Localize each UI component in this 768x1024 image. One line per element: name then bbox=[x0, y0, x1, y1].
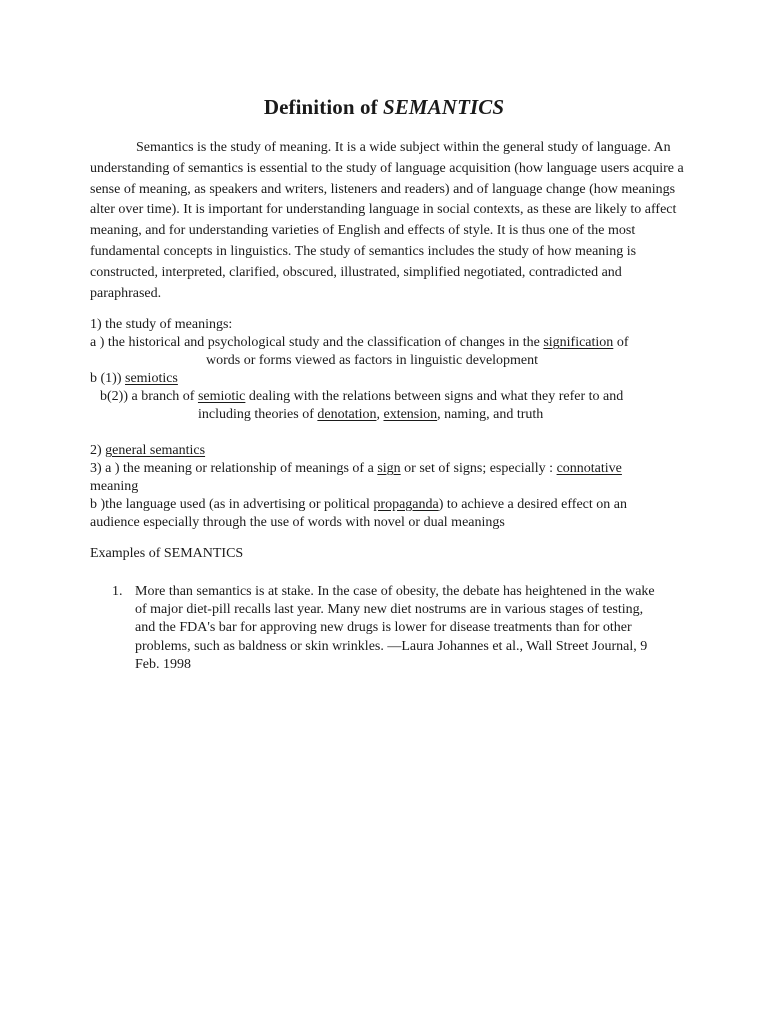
spacer bbox=[90, 424, 688, 442]
definition-1b2-continuation bbox=[90, 406, 688, 424]
definition-1b1 bbox=[90, 370, 688, 388]
example-number: 1. bbox=[112, 584, 123, 599]
link-sign[interactable]: sign bbox=[377, 461, 401, 476]
page-title bbox=[0, 95, 768, 120]
link-denotation[interactable]: denotation bbox=[317, 407, 377, 422]
list-item bbox=[112, 583, 660, 674]
title-prefix: Definition of bbox=[263, 95, 384, 119]
definition-3a-text: 3) a ) the meaning or relationship of meanings of a bbox=[90, 461, 378, 476]
definition-1b2-separator: , bbox=[376, 407, 384, 422]
definition-3a-mid: or set of signs; especially : bbox=[400, 461, 557, 476]
definition-1b2-cont-tail: , naming, and truth bbox=[437, 407, 544, 422]
link-signification[interactable]: signification bbox=[543, 335, 614, 350]
link-connotative[interactable]: connotative bbox=[556, 461, 622, 476]
definition-3a-continuation: meaning bbox=[90, 479, 139, 494]
example-text: More than semantics is at stake. In the case of obesity, the debate has heightened in the wake of major diet-pill recalls last year. Many new diet nostrums are in various stages of testing, and the FDA's bar for approving new drugs is lower for disease treatments than for other problems, such as baldness or skin wrinkles. —Laura Johannes et al., Wall Street Journal, 9 Feb. 1998 bbox=[135, 584, 655, 672]
definition-3b-tail: ) to achieve a desired effect on an bbox=[438, 497, 627, 512]
definition-1b2-text: b(2)) a branch of bbox=[100, 389, 198, 404]
definition-3b bbox=[90, 496, 688, 514]
link-semiotic[interactable]: semiotic bbox=[197, 389, 246, 404]
definition-1b1-text: b (1)) bbox=[90, 371, 125, 386]
definition-1a bbox=[90, 334, 688, 352]
link-propaganda[interactable]: propaganda bbox=[373, 497, 439, 512]
definition-1a-tail: of bbox=[613, 335, 629, 350]
definition-1: 1) the study of meanings: bbox=[90, 317, 233, 332]
definition-3b-text: b )the language used (as in advertising or political bbox=[90, 497, 374, 512]
link-general-semantics[interactable]: general semantics bbox=[105, 443, 206, 458]
definition-2 bbox=[90, 442, 688, 460]
definition-1a-continuation: words or forms viewed as factors in linguistic development bbox=[206, 353, 539, 368]
definition-1b2 bbox=[90, 388, 688, 406]
definition-3a bbox=[90, 460, 688, 478]
definitions-section bbox=[90, 316, 688, 532]
definition-1b2-cont-text: including theories of bbox=[198, 407, 318, 422]
examples-heading: Examples of SEMANTICS bbox=[90, 546, 244, 561]
link-extension[interactable]: extension bbox=[383, 407, 438, 422]
intro-paragraph: Semantics is the study of meaning. It is a wide subject within the general study of language. An understanding of semantics is essential to the study of language acquisition (how language users acquire a sense of meaning, as speakers and writers, listeners and readers) and of language change (how meanings alter over time). It is important for understanding language in social contexts, as these are likely to affect meaning, and for understanding varieties of English and effects of style. It is thus one of the most fundamental concepts in linguistics. The study of semantics includes the study of how meaning is constructed, interpreted, clarified, obscured, illustrated, simplified negotiated, contradicted and paraphrased. bbox=[90, 140, 684, 301]
definition-1b2-tail: dealing with the relations between signs and what they refer to and bbox=[245, 389, 624, 404]
examples-list bbox=[112, 583, 660, 674]
definition-3b-continuation: audience especially through the use of words with novel or dual meanings bbox=[90, 515, 505, 530]
link-semiotics[interactable]: semiotics bbox=[125, 371, 178, 386]
definition-2-text: 2) bbox=[90, 443, 106, 458]
title-emphasis: SEMANTICS bbox=[383, 95, 505, 119]
definition-1a-text: a ) the historical and psychological study and the classification of changes in the bbox=[90, 335, 544, 350]
